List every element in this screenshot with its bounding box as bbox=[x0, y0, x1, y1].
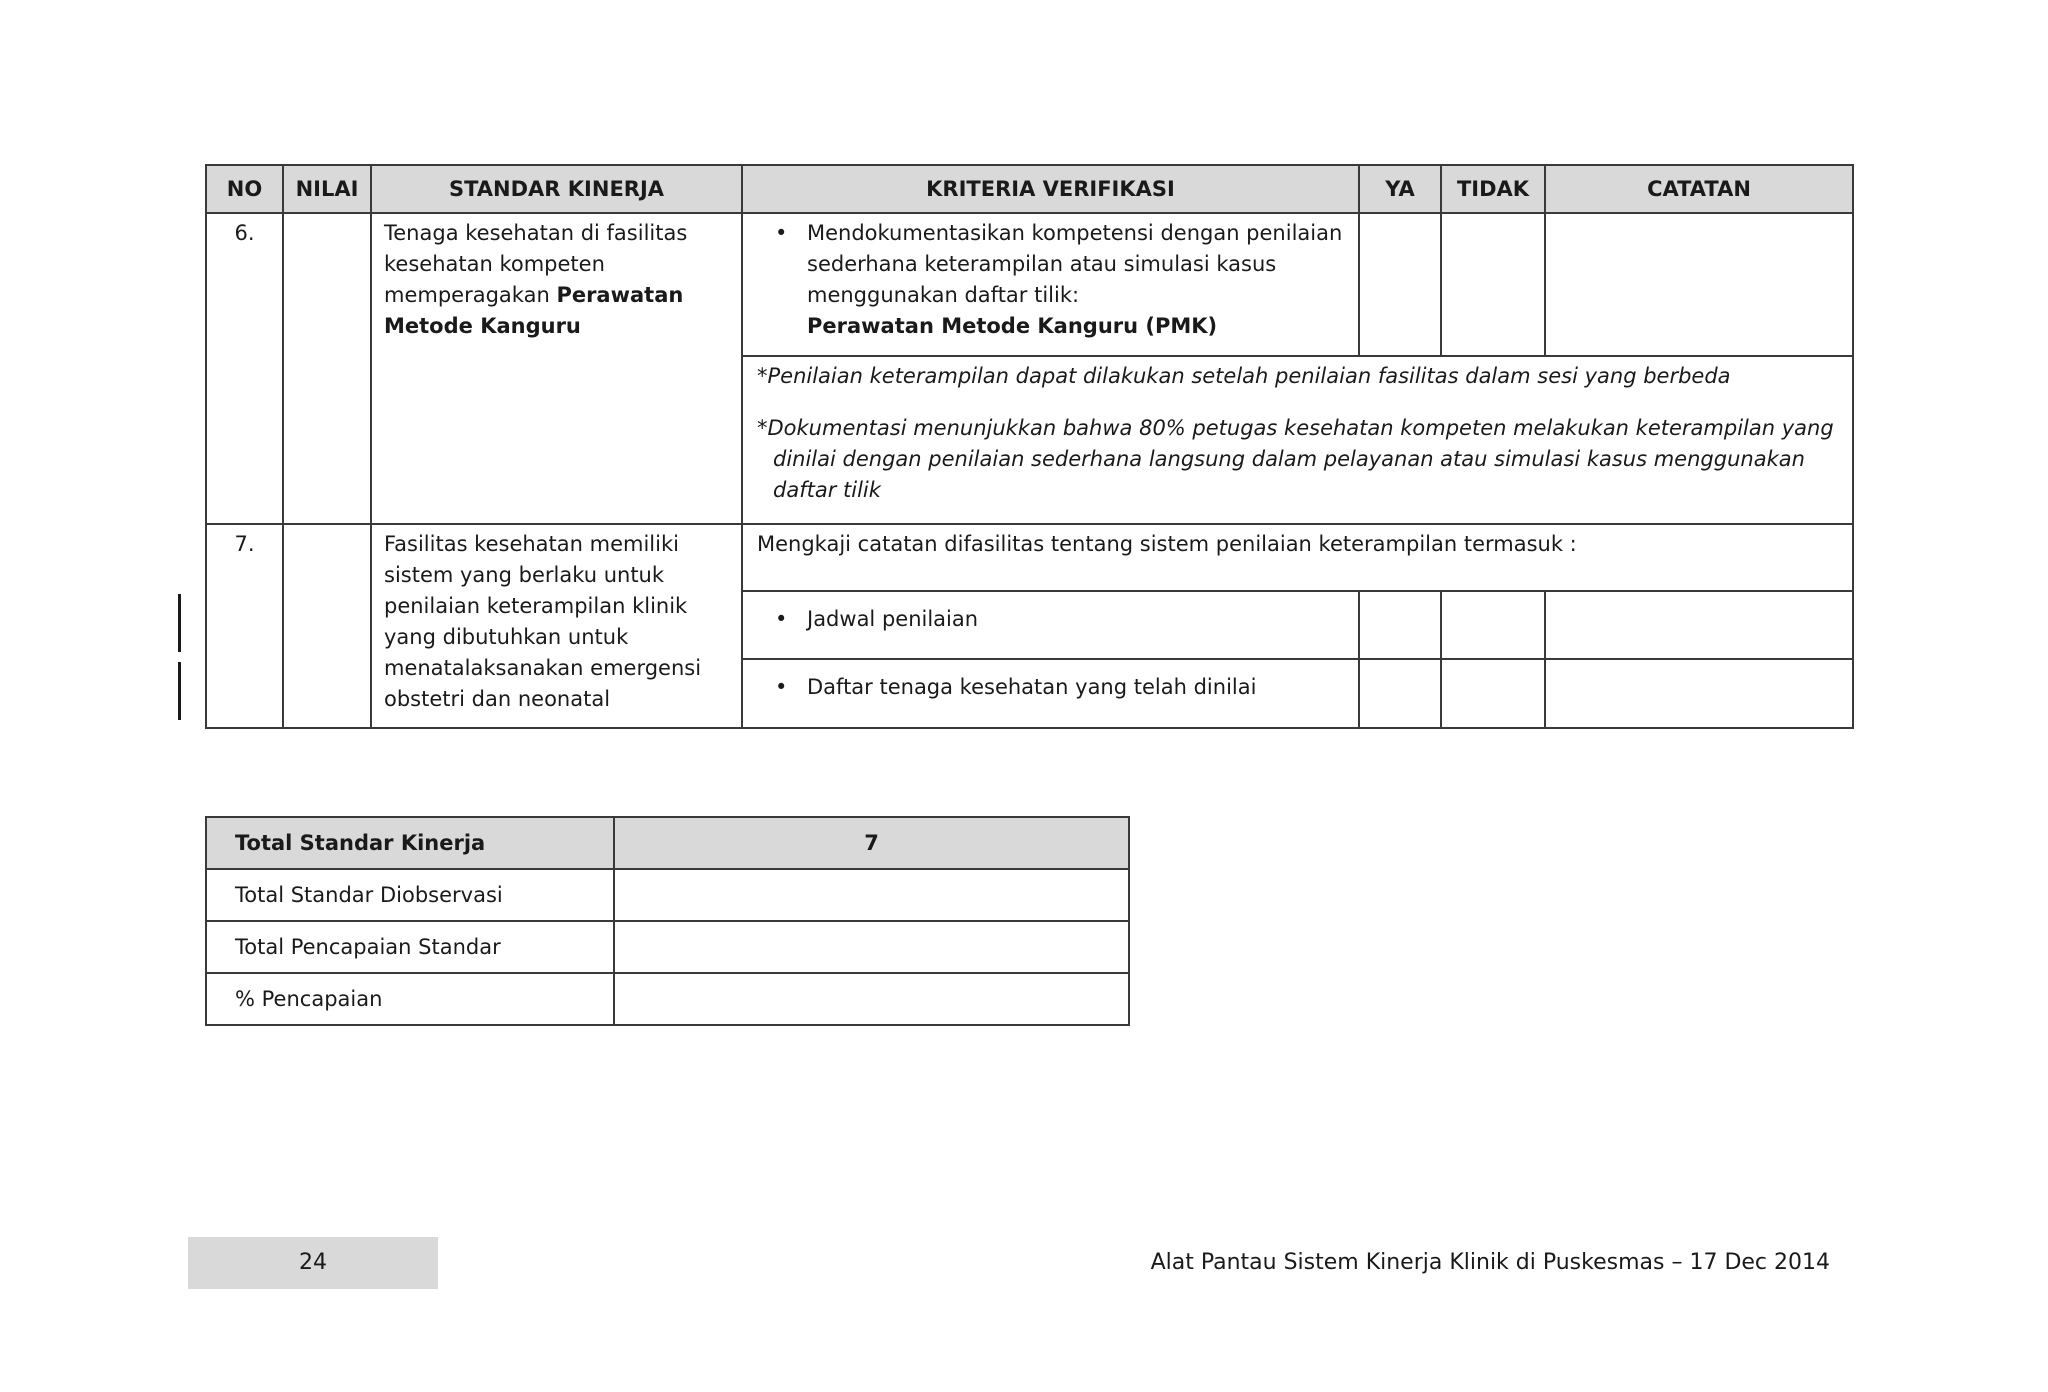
kriteria-cell bbox=[742, 591, 1359, 659]
bullet-icon: • bbox=[775, 607, 788, 631]
nilai-cell[interactable] bbox=[283, 213, 371, 524]
header-nilai: NILAI bbox=[283, 165, 371, 213]
summary-observed-label: Total Standar Diobservasi bbox=[206, 869, 614, 921]
header-no: NO bbox=[206, 165, 283, 213]
summary-table bbox=[205, 816, 1130, 1026]
table-row bbox=[206, 213, 1853, 356]
assessment-table bbox=[205, 164, 1854, 729]
row-number: 7. bbox=[206, 524, 283, 728]
row-number: 6. bbox=[206, 213, 283, 524]
revision-bar bbox=[178, 594, 181, 652]
standar-text: Fasilitas kesehatan memiliki sistem yang berlaku untuk penilaian keterampilan klinik yang dibutuhkan untuk menatalaksanakan emergensi obstetri dan neonatal bbox=[384, 532, 702, 711]
summary-achieved-value[interactable] bbox=[614, 921, 1129, 973]
kriteria-cell bbox=[742, 659, 1359, 728]
header-kriteria-verifikasi: KRITERIA VERIFIKASI bbox=[742, 165, 1359, 213]
table-row bbox=[206, 524, 1853, 591]
standar-emphasis: Perawatan Metode Kanguru bbox=[384, 283, 684, 338]
kriteria-text: Daftar tenaga kesehatan yang telah dinilai bbox=[807, 675, 1257, 699]
summary-row bbox=[206, 869, 1129, 921]
ya-checkbox-cell[interactable] bbox=[1359, 659, 1441, 728]
header-tidak: TIDAK bbox=[1441, 165, 1545, 213]
catatan-cell[interactable] bbox=[1545, 591, 1853, 659]
note-text: *Penilaian keterampilan dapat dilakukan setelah penilaian fasilitas dalam sesi yang berbeda bbox=[757, 364, 1731, 388]
summary-row bbox=[206, 817, 1129, 869]
kriteria-text: Jadwal penilaian bbox=[807, 607, 979, 631]
summary-observed-value[interactable] bbox=[614, 869, 1129, 921]
bullet-icon: • bbox=[775, 675, 788, 699]
summary-total-value: 7 bbox=[614, 817, 1129, 869]
header-standar-kinerja: STANDAR KINERJA bbox=[371, 165, 742, 213]
notes-cell bbox=[742, 356, 1853, 524]
bullet-icon: • bbox=[775, 221, 788, 245]
standar-text: Tenaga kesehatan di fasilitas kesehatan kompeten memperagakan bbox=[384, 221, 688, 307]
standar-kinerja-cell bbox=[371, 524, 742, 728]
standar-kinerja-cell bbox=[371, 213, 742, 524]
summary-percent-value[interactable] bbox=[614, 973, 1129, 1025]
kriteria-emphasis: Perawatan Metode Kanguru (PMK) bbox=[807, 314, 1218, 338]
table-header-row bbox=[206, 165, 1853, 213]
tidak-checkbox-cell[interactable] bbox=[1441, 659, 1545, 728]
kriteria-intro-cell: Mengkaji catatan difasilitas tentang sistem penilaian keterampilan termasuk : bbox=[742, 524, 1853, 591]
summary-percent-label: % Pencapaian bbox=[206, 973, 614, 1025]
header-ya: YA bbox=[1359, 165, 1441, 213]
ya-checkbox-cell[interactable] bbox=[1359, 213, 1441, 356]
catatan-cell[interactable] bbox=[1545, 213, 1853, 356]
summary-row bbox=[206, 973, 1129, 1025]
kriteria-text: Mendokumentasikan kompetensi dengan penilaian sederhana keterampilan atau simulasi kasus menggunakan daftar tilik: bbox=[807, 221, 1343, 307]
footer-title: Alat Pantau Sistem Kinerja Klinik di Puskesmas – 17 Dec 2014 bbox=[1150, 1250, 1830, 1275]
header-catatan: CATATAN bbox=[1545, 165, 1853, 213]
summary-row bbox=[206, 921, 1129, 973]
note-text: *Dokumentasi menunjukkan bahwa 80% petugas kesehatan kompeten melakukan keterampilan yang dinilai dengan penilaian sederhana langsung dalam pelayanan atau simulasi kasus menggunakan daftar tilik bbox=[757, 416, 1834, 502]
nilai-cell[interactable] bbox=[283, 524, 371, 728]
catatan-cell[interactable] bbox=[1545, 659, 1853, 728]
ya-checkbox-cell[interactable] bbox=[1359, 591, 1441, 659]
tidak-checkbox-cell[interactable] bbox=[1441, 591, 1545, 659]
tidak-checkbox-cell[interactable] bbox=[1441, 213, 1545, 356]
summary-achieved-label: Total Pencapaian Standar bbox=[206, 921, 614, 973]
page-number: 24 bbox=[188, 1237, 438, 1289]
revision-bar bbox=[178, 662, 181, 720]
summary-total-label: Total Standar Kinerja bbox=[206, 817, 614, 869]
kriteria-cell bbox=[742, 213, 1359, 356]
